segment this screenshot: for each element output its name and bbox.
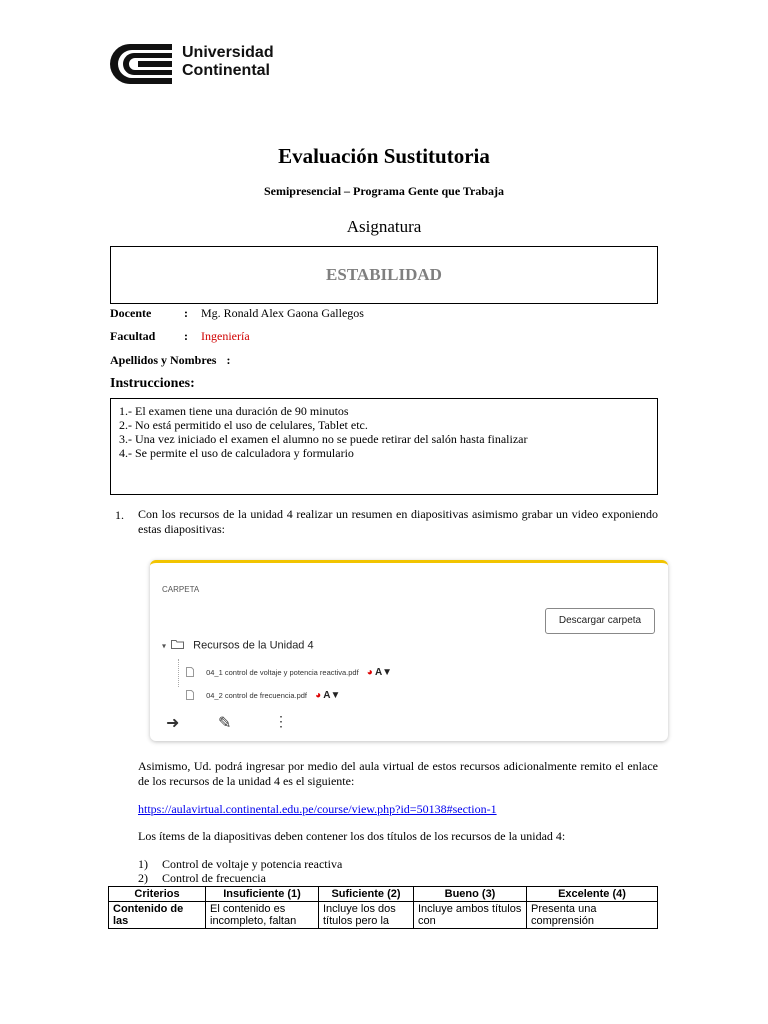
- university-logo: [108, 42, 174, 91]
- table-cell: Presenta una comprensión: [527, 902, 658, 929]
- resources-card: [150, 560, 668, 741]
- file-name[interactable]: 04_2 control de frecuencia.pdf: [206, 691, 307, 700]
- column-header: Suficiente (2): [319, 887, 414, 902]
- paragraph-items: Los ítems de la diapositivas deben contener los dos títulos de los recursos de la unidad 4:: [138, 829, 566, 843]
- file-row[interactable]: [186, 667, 392, 679]
- logo-line2: Continental: [182, 62, 270, 79]
- facultad-value: Ingeniería: [201, 329, 250, 343]
- instructions-title: Instrucciones:: [110, 376, 195, 391]
- asignatura-label: Asignatura: [346, 217, 422, 236]
- facultad-label: Facultad: [110, 329, 156, 343]
- table-row: [109, 902, 658, 929]
- folder-icon: [171, 639, 184, 652]
- docente-colon: :: [184, 306, 188, 320]
- apellidos-field: [110, 353, 230, 368]
- instruction-item: 2.- No está permitido el uso de celulares, Tablet etc.: [119, 418, 368, 432]
- course-box: [110, 246, 658, 304]
- list-item-text: Control de frecuencia: [162, 871, 266, 885]
- arrow-right-icon[interactable]: ➜: [166, 715, 180, 732]
- column-header: Insuficiente (1): [206, 887, 319, 902]
- paragraph-aula-virtual: Asimismo, Ud. podrá ingresar por medio del aula virtual de estos recursos adicionalmente remito el enlace de los recursos de la unidad 4 es el siguiente:: [138, 759, 658, 788]
- logo-line1: Universidad: [182, 44, 274, 61]
- table-cell: Incluye ambos títulos con: [414, 902, 527, 929]
- docente-field: [110, 306, 364, 321]
- file-row[interactable]: [186, 690, 340, 702]
- docente-value: Mg. Ronald Alex Gaona Gallegos: [201, 306, 364, 320]
- table-cell: Incluye los dos títulos pero la: [319, 902, 414, 929]
- facultad-field: [110, 329, 250, 344]
- table-header-row: [109, 887, 658, 902]
- page-subtitle: Semipresencial – Programa Gente que Trabaja: [263, 184, 505, 198]
- folder-name: Recursos de la Unidad 4: [193, 639, 314, 652]
- instruction-item: 4.- Se permite el uso de calculadora y formulario: [119, 446, 354, 460]
- list-item: [138, 857, 342, 872]
- list-item-text: Control de voltaje y potencia reactiva: [162, 857, 343, 871]
- column-header: Criterios: [109, 887, 206, 902]
- list-item-number: 2): [138, 871, 148, 885]
- resources-link[interactable]: https://aulavirtual.continental.edu.pe/course/view.php?id=50138#section-1: [138, 802, 497, 816]
- apellidos-colon: :: [226, 353, 231, 367]
- file-icon: [186, 667, 194, 679]
- folder-row[interactable]: [162, 639, 314, 652]
- speedometer-icon: ◕: [366, 667, 373, 678]
- logo-mark-icon: [108, 42, 174, 86]
- column-header: Bueno (3): [414, 887, 527, 902]
- expand-icon[interactable]: ▾: [162, 641, 167, 651]
- logo-text: [182, 44, 274, 80]
- file-icon: [186, 690, 194, 702]
- course-name: ESTABILIDAD: [326, 265, 442, 284]
- card-label: CARPETA: [162, 585, 200, 594]
- column-header: Excelente (4): [527, 887, 658, 902]
- apellidos-label: Apellidos y Nombres: [110, 353, 217, 367]
- pencil-icon[interactable]: ✎: [218, 715, 232, 732]
- download-folder-button[interactable]: Descargar carpeta: [545, 608, 655, 634]
- page-title: Evaluación Sustitutoria: [278, 144, 490, 168]
- question-text: Con los recursos de la unidad 4 realizar un resumen en diapositivas asimismo grabar un video exponiendo estas diapositivas:: [138, 507, 658, 536]
- question-number: 1.: [115, 508, 124, 522]
- docente-label: Docente: [110, 306, 152, 320]
- rubric-table: [108, 886, 658, 929]
- font-download-icon[interactable]: A▼: [323, 690, 341, 701]
- list-item: [138, 871, 266, 886]
- speedometer-icon: ◕: [315, 690, 322, 701]
- table-cell: El contenido es incompleto, faltan: [206, 902, 319, 929]
- instruction-item: 1.- El examen tiene una duración de 90 minutos: [119, 404, 349, 418]
- facultad-colon: :: [184, 329, 188, 343]
- list-item-number: 1): [138, 857, 148, 871]
- font-download-icon[interactable]: A▼: [374, 667, 393, 678]
- file-name[interactable]: 04_1 control de voltaje y potencia reactiva.pdf: [206, 668, 359, 677]
- more-options-icon[interactable]: ⋮: [274, 713, 288, 729]
- instructions-box: [110, 398, 658, 495]
- instruction-item: 3.- Una vez iniciado el examen el alumno no se puede retirar del salón hasta finalizar: [119, 432, 528, 446]
- table-cell: Contenido de las: [109, 902, 206, 929]
- tree-line: [178, 659, 180, 687]
